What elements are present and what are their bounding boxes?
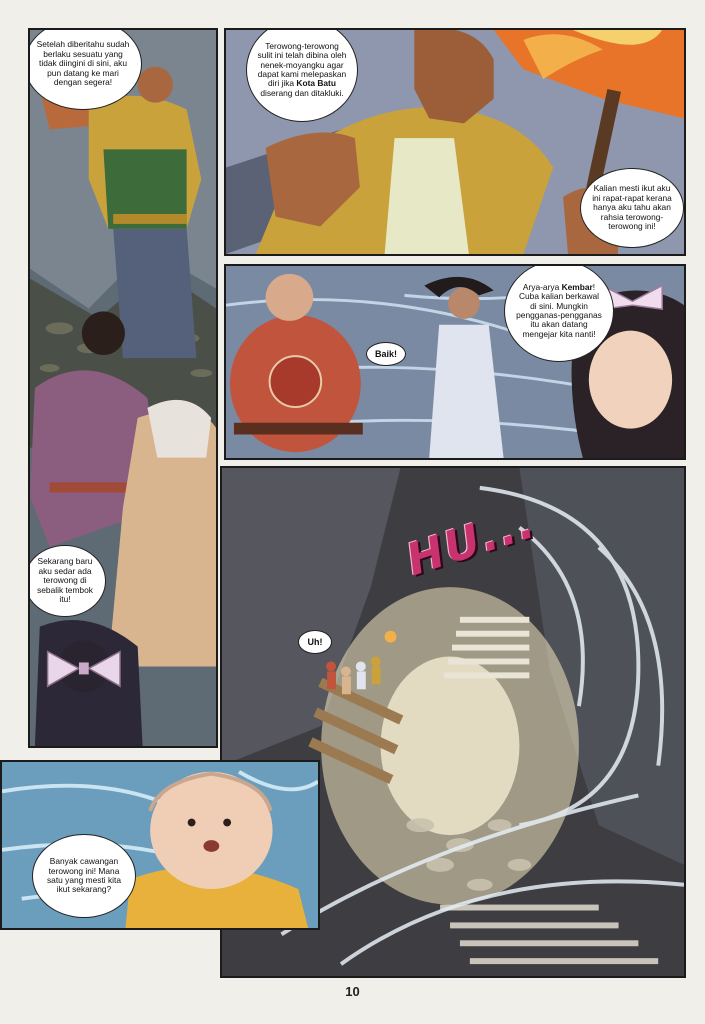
panel-1-art [30, 30, 216, 746]
panel-5 [0, 760, 320, 930]
page-number: 10 [345, 984, 360, 999]
fire-icon [385, 631, 397, 643]
speech-text: Kalian mesti ikut aku ini rapat-rapat kerana hanya aku tahu akan rahsia terowong-terowong ini! [592, 183, 672, 232]
speech-text: Banyak cawangan terowong ini! Mana satu yang mesti kita ikut sekarang? [46, 856, 121, 895]
girl-face [589, 331, 672, 429]
speech-text: Uh! [307, 637, 323, 647]
speech-text: Terowong-terowong sulit ini telah dibina oleh nenek-moyangku agar dapat kami melepaskan diri jika Kota Batu diserang dan ditakluki. [257, 40, 347, 98]
monk-head [266, 274, 314, 321]
panel-3 [224, 264, 686, 460]
panel-1 [28, 28, 218, 748]
speech-bubble [298, 630, 332, 654]
speech-bubble [580, 168, 684, 248]
sound-effect: HU... [400, 496, 543, 587]
speech-bubble [32, 834, 136, 918]
speech-text: Setelah diberitahu sudah berlaku sesuatu yang tidak diingini di sini, aku pun datang ke mari dengan segera! [36, 39, 130, 88]
speech-bubble [366, 342, 406, 366]
speech-text: Sekarang baru aku sedar ada terowong di sebalik tembok itu! [37, 556, 93, 605]
panel-2 [224, 28, 686, 256]
speech-text: Baik! [374, 349, 397, 359]
speech-bubble [504, 264, 614, 362]
speech-text: Arya-arya Kembar! Cuba kalian berkawal di sini. Mungkin pengganas-pengganas itu akan datang mengejar kita nanti! [516, 281, 602, 339]
warrior-head [138, 67, 173, 103]
panel-3-art [226, 266, 684, 458]
